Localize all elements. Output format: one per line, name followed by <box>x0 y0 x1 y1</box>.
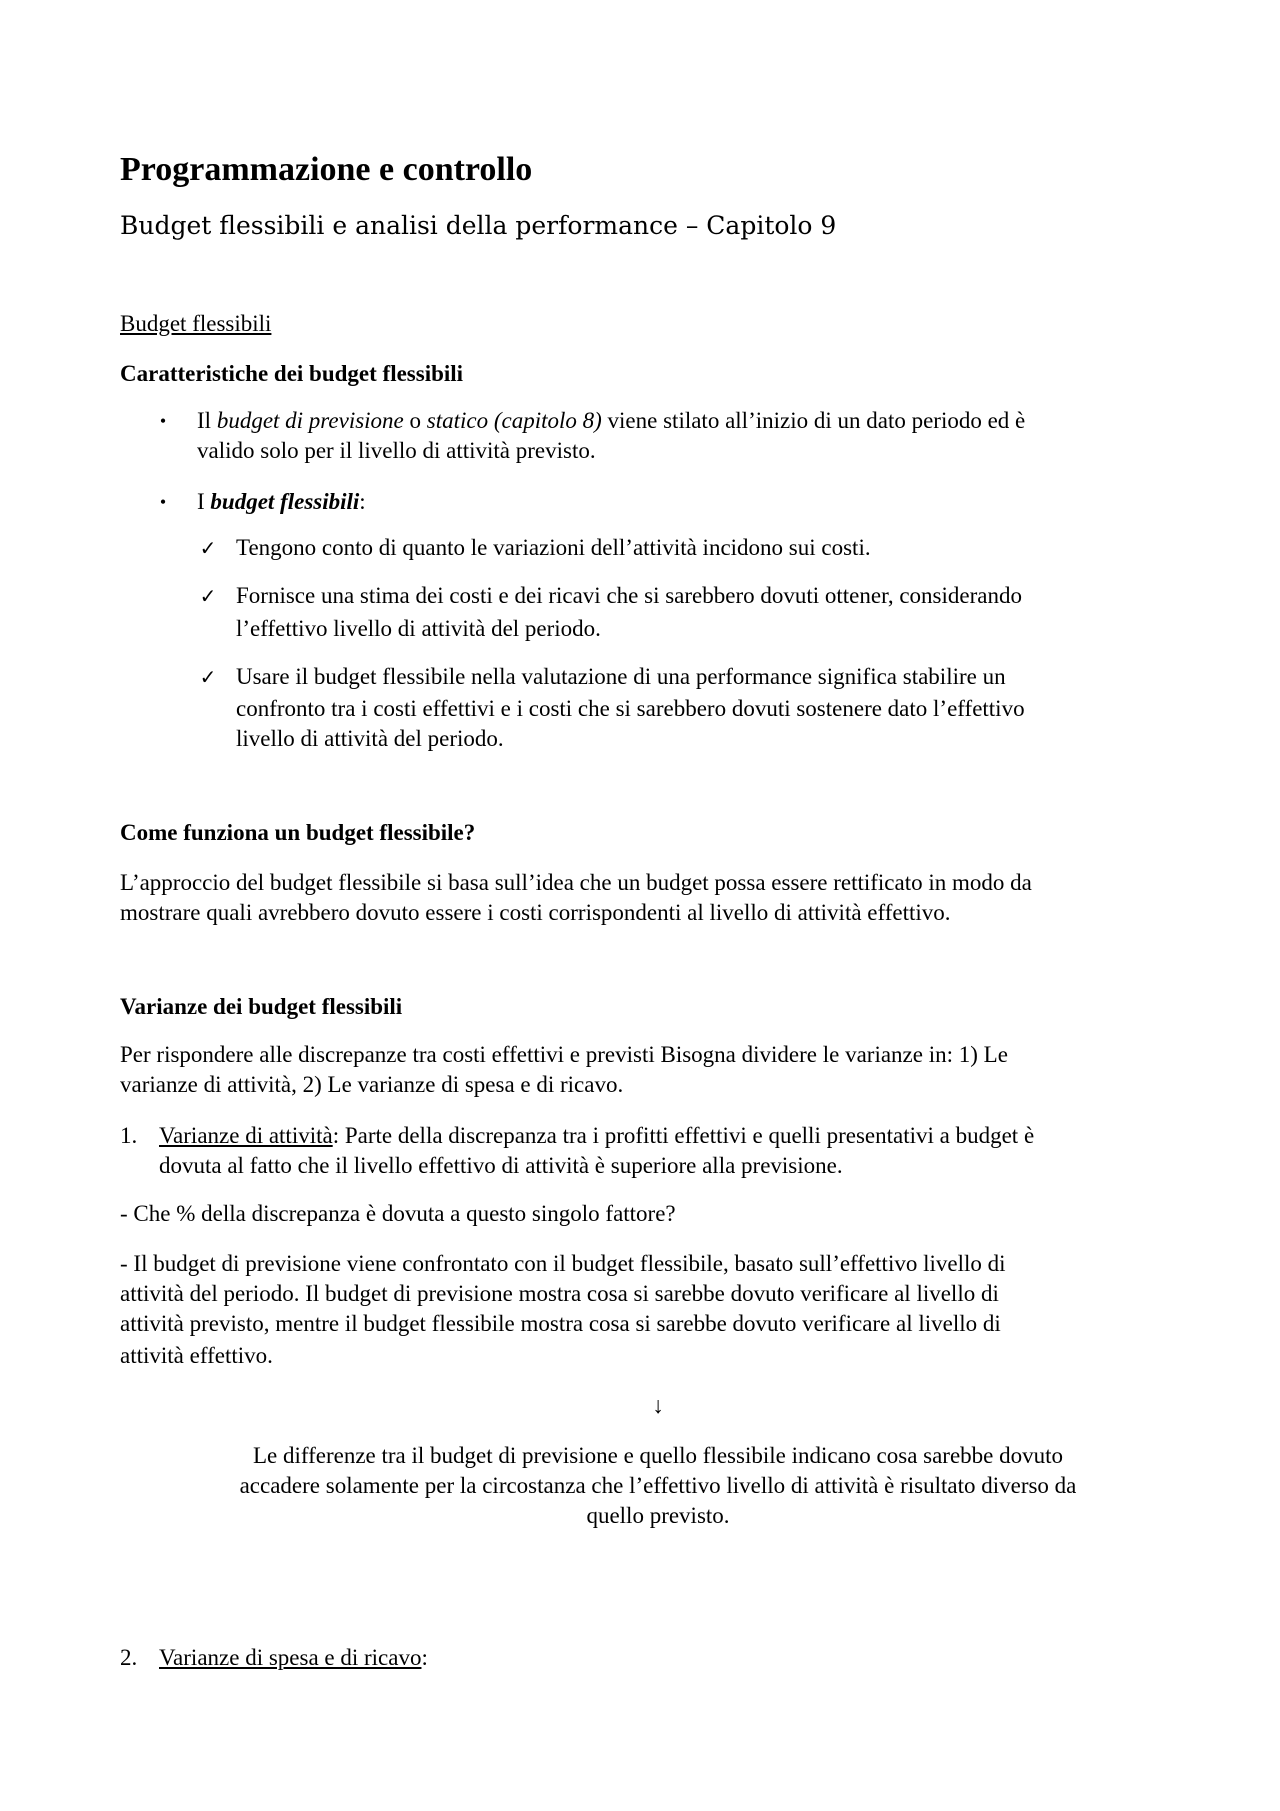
bullet-1-line-1: Il budget di previsione o statico (capitolo 8) viene stilato all’inizio di un dato periodo ed è <box>197 408 1026 433</box>
section-heading-budget-flessibili: Budget flessibili <box>120 311 272 336</box>
checkmark-icon: ✓ <box>199 536 217 560</box>
paragraph-line: varianze di attività, 2) Le varianze di spesa e di ricavo. <box>120 1072 624 1097</box>
checkmark-icon: ✓ <box>199 584 217 608</box>
paragraph-line: attività previsto, mentre il budget flessibile mostra cosa si sarebbe dovuto verificare al livello di <box>120 1311 1001 1336</box>
subheading-come-funziona: Come funziona un budget flessibile? <box>120 820 476 845</box>
document-title: Programmazione e controllo <box>120 151 533 188</box>
check-item-3-line-1: Usare il budget flessibile nella valutazione di una performance significa stabilire un <box>236 664 1006 689</box>
subheading-varianze: Varianze dei budget flessibili <box>120 994 403 1019</box>
paragraph-line: mostrare quali avrebbero dovuto essere i costi corrispondenti al livello di attività effettivo. <box>120 900 951 925</box>
list-item-1-line-1: Varianze di attività: Parte della discrepanza tra i profitti effettivi e quelli presentativi a budget è <box>159 1123 1035 1148</box>
bullet-2: I budget flessibili: <box>197 489 366 514</box>
check-item-2-line-2: l’effettivo livello di attività del periodo. <box>236 616 601 641</box>
checkmark-icon: ✓ <box>199 665 217 689</box>
centered-line: accadere solamente per la circostanza che l’effettivo livello di attività è risultato diverso da <box>239 1473 1077 1498</box>
check-item-3-line-2: confronto tra i costi effettivi e i costi che si sarebbero dovuti sostenere dato l’effettivo <box>236 696 1025 721</box>
paragraph-line: Per rispondere alle discrepanze tra costi effettivi e previsti Bisogna dividere le varianze in: 1) Le <box>120 1042 1008 1067</box>
subheading-caratteristiche: Caratteristiche dei budget flessibili <box>120 361 464 386</box>
bullet-dot: • <box>159 411 167 431</box>
paragraph-line: attività del periodo. Il budget di previsione mostra cosa si sarebbe dovuto verificare al livello di <box>120 1281 999 1306</box>
paragraph-line: L’approccio del budget flessibile si basa sull’idea che un budget possa essere rettificato in modo da <box>120 870 1032 895</box>
paragraph-line: attività effettivo. <box>120 1343 273 1368</box>
check-item-2-line-1: Fornisce una stima dei costi e dei ricavi che si sarebbero dovuti ottener, considerando <box>236 583 1022 608</box>
list-number: 2. <box>120 1645 138 1670</box>
list-item-1-line-2: dovuta al fatto che il livello effettivo di attività è superiore alla previsione. <box>159 1153 843 1178</box>
list-item-2: Varianze di spesa e di ricavo: <box>159 1645 428 1670</box>
document-subtitle: Budget flessibili e analisi della performance – Capitolo 9 <box>120 211 837 240</box>
check-item-3-line-3: livello di attività del periodo. <box>236 726 504 751</box>
paragraph-line: - Il budget di previsione viene confrontato con il budget flessibile, basato sull’effettivo livello di <box>120 1251 1006 1276</box>
bullet-dot: • <box>159 492 167 512</box>
question-line: - Che % della discrepanza è dovuta a questo singolo fattore? <box>120 1201 676 1226</box>
bullet-1-line-2: valido solo per il livello di attività previsto. <box>197 438 596 463</box>
centered-line: quello previsto. <box>586 1503 730 1528</box>
list-number: 1. <box>120 1123 138 1148</box>
centered-line: Le differenze tra il budget di previsione e quello flessibile indicano cosa sarebbe dovuto <box>252 1443 1064 1468</box>
check-item-1-line-1: Tengono conto di quanto le variazioni dell’attività incidono sui costi. <box>236 535 871 560</box>
down-arrow-icon: ↓ <box>652 1393 664 1418</box>
